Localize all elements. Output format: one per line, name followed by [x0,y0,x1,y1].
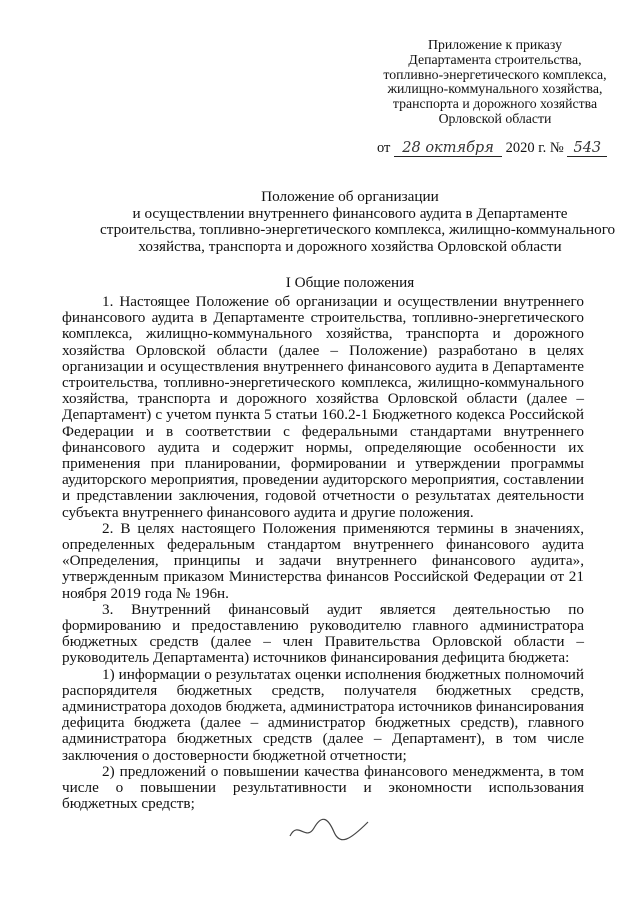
order-prefix: от [377,140,391,156]
paragraph: 3. Внутренний финансовый аудит является деятельностью по формированию и предоставлению руководителю главного администратора бюджетных средств (далее – член Правительства Орловской области – руководитель Департамента) источников финансирования дефицита бюджета: [62,600,584,667]
paragraph: 2) предложений о повышении качества финансового менеджмента, в том числе о повышении результативности и экономности использования бюджетных средств; [62,762,584,813]
order-number-handwritten: 543 [567,140,607,157]
title-line: и осуществлении внутреннего финансового аудита в Департаменте [132,204,568,222]
order-year: 2020 г. № [505,140,564,156]
order-line [377,140,627,157]
signature-scribble [288,814,370,844]
annex-block [360,38,630,127]
annex-line: Приложение к приказу [428,37,562,52]
paragraph: 1) информации о результатах оценки исполнения бюджетных полномочий распорядителя бюджетных средств, получателя бюджетных средств, администратора доходов бюджета, администратора источников финансирования дефицита бюджета (далее – администратор бюджетных средств), главного администратора бюджетных средств (далее – Департамент), в том числе заключения о достоверности бюджетной отчетности; [62,665,584,764]
annex-line: Орловской области [438,110,552,126]
paragraph: 2. В целях настоящего Положения применяются термины в значениях, определенных федеральным стандартом внутреннего финансового аудита «Определения, принципы и задачи внутреннего финансового аудита», утвержденным приказом Министерства финансов Российской Федерации от 21 ноября 2019 года № 196н. [62,519,584,602]
title-line: Положение об организации [261,188,439,205]
document-title [100,188,616,255]
order-date-handwritten: 28 октября [394,140,502,157]
annex-line: жилищно-коммунального хозяйства, [387,81,603,97]
annex-line: топливно-энергетического комплекса, [383,66,607,82]
document-body [62,294,584,813]
annex-line: Департамента строительства, [408,51,582,67]
title-line: строительства, топливно-энергетического комплекса, жилищно-коммунального [100,221,616,239]
section-heading: I Общие положения [285,274,415,291]
annex-line: транспорта и дорожного хозяйства [392,96,598,112]
title-line: хозяйства, транспорта и дорожного хозяйства Орловской области [138,237,562,255]
paragraph: 1. Настоящее Положение об организации и осуществлении внутреннего финансового аудита в Департаменте строительства, топливно-энергетического комплекса, жилищно-коммунального хозяйства, транспорта и дорожного хозяйства Орловской области (далее – Положение) разработано в целях организации и осуществления внутреннего финансового аудита в Департаменте строительства, топливно-энергетического комплекса, жилищно-коммунального хозяйства, транспорта и дорожного хозяйства Орловской области (далее – Департамент) с учетом пункта 5 статьи 160.2-1 Бюджетного кодекса Российской Федерации и в соответствии с федеральными стандартами внутреннего финансового аудита и содержит нормы, определяющие особенности их применения при планировании, формировании и утверждении программы аудиторского мероприятия, проведении аудиторского мероприятия, составлении и представлении заключения, годовой отчетности о результатах деятельности субъекта внутреннего финансового аудита и другие положения. [62,293,584,521]
